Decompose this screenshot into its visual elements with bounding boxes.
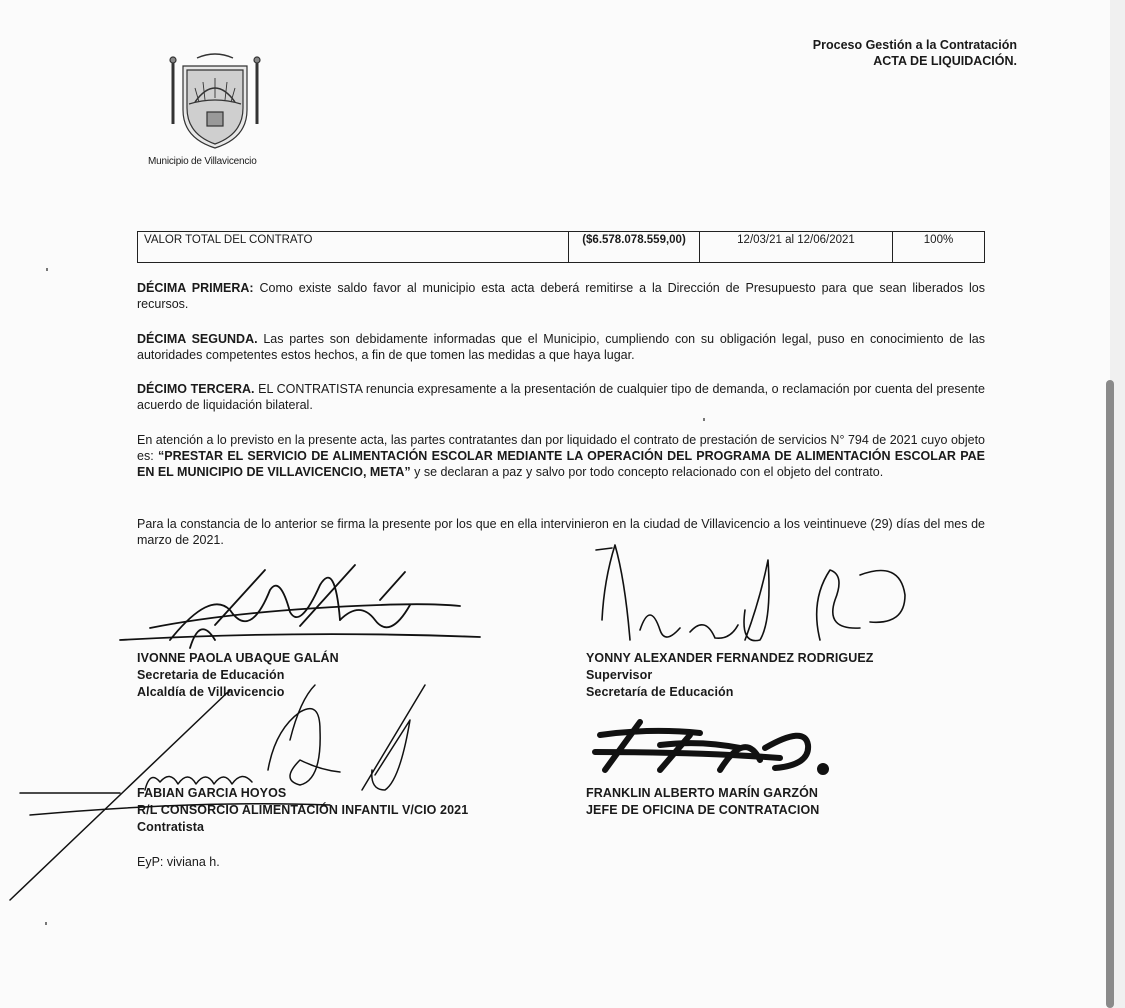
signatory-name: FABIAN GARCIA HOYOS	[137, 786, 287, 800]
signatory-contractor	[137, 785, 468, 836]
signatory-role: R/L CONSORCIO ALIMENTACIÓN INFANTIL V/CIO 2021	[137, 803, 469, 817]
clause-thirteen-text: EL CONTRATISTA renuncia expresamente a la presentación de cualquier tipo de demanda, o reclamación por cuenta del presente acuerdo de liquidación bilateral.	[137, 382, 985, 412]
municipality-caption: Municipio de Villavicencio	[148, 156, 257, 167]
clause-eleven-text: Como existe saldo favor al municipio esta acta deberá remitirse a la Dirección de Presupuesto para que sean liberados los recursos.	[137, 281, 985, 311]
clause-thirteen-title: DÉCIMO TERCERA.	[137, 382, 255, 396]
signatory-org: Alcaldía de Villavicencio	[137, 685, 285, 699]
clause-eleven-title: DÉCIMA PRIMERA:	[137, 281, 254, 295]
contract-object: “PRESTAR EL SERVICIO DE ALIMENTACIÓN ESCOLAR MEDIANTE LA OPERACIÓN DEL PROGRAMA DE ALIMENTACIÓN ESCOLAR PAE EN EL MUNICIPIO DE VILLAVICENCIO, META”	[137, 449, 985, 479]
signatory-role: JEFE DE OFICINA DE CONTRATACION	[586, 803, 820, 817]
value-percent-cell: 100%	[893, 232, 985, 263]
signatory-contracting-chief	[586, 785, 819, 819]
act-title: ACTA DE LIQUIDACIÓN.	[873, 54, 1017, 68]
signatory-name: IVONNE PAOLA UBAQUE GALÁN	[137, 651, 339, 665]
signatory-name: YONNY ALEXANDER FERNANDEZ RODRIGUEZ	[586, 651, 874, 665]
value-period-cell: 12/03/21 al 12/06/2021	[700, 232, 893, 263]
municipal-seal-icon	[165, 52, 265, 152]
value-amount-cell: ($6.578.078.559,00)	[569, 232, 700, 263]
document-header	[813, 37, 1017, 69]
clause-twelve	[137, 331, 985, 363]
closing-paragraph: Para la constancia de lo anterior se firma la presente por los que en ella intervinieron en la ciudad de Villavicencio a los veintinueve (29) días del mes de marzo de 2021.	[137, 517, 985, 547]
signatory-name: FRANKLIN ALBERTO MARÍN GARZÓN	[586, 786, 819, 800]
attention-text-b: y se declaran a paz y salvo por todo concepto relacionado con el objeto del contrato.	[410, 465, 884, 479]
clause-twelve-text: Las partes son debidamente informadas que el Municipio, cumpliendo con su obligación legal, puso en conocimiento de las autoridades competentes estos hechos, a fin de que tomen las medidas a que haya lugar.	[137, 332, 985, 362]
signatory-role: Secretaria de Educación	[137, 668, 285, 682]
scan-speck	[703, 418, 705, 421]
clause-eleven	[137, 280, 985, 312]
signatory-education-secretary	[137, 650, 339, 701]
scan-speck	[46, 268, 48, 271]
signatory-role: Supervisor	[586, 668, 653, 682]
clause-thirteen	[137, 381, 985, 413]
process-title: Proceso Gestión a la Contratación	[812, 38, 1017, 52]
signatory-org: Secretaría de Educación	[586, 685, 734, 699]
table-row	[138, 232, 985, 263]
signatory-supervisor	[586, 650, 874, 701]
scan-speck	[45, 922, 47, 925]
prepared-by: EyP: viviana h.	[137, 855, 220, 869]
signatory-org: Contratista	[137, 820, 205, 834]
contract-value-table	[137, 231, 985, 263]
attention-paragraph	[137, 432, 985, 480]
scrollbar-thumb[interactable]	[1106, 380, 1114, 1008]
clause-twelve-title: DÉCIMA SEGUNDA.	[137, 332, 258, 346]
value-label-cell: VALOR TOTAL DEL CONTRATO	[138, 232, 569, 263]
attention-text-a: En atención a lo previsto en la presente acta, las partes contratantes dan por liquidado el contrato de prestación de servicios N° 794 de 2021 cuyo objeto es:	[137, 433, 985, 463]
